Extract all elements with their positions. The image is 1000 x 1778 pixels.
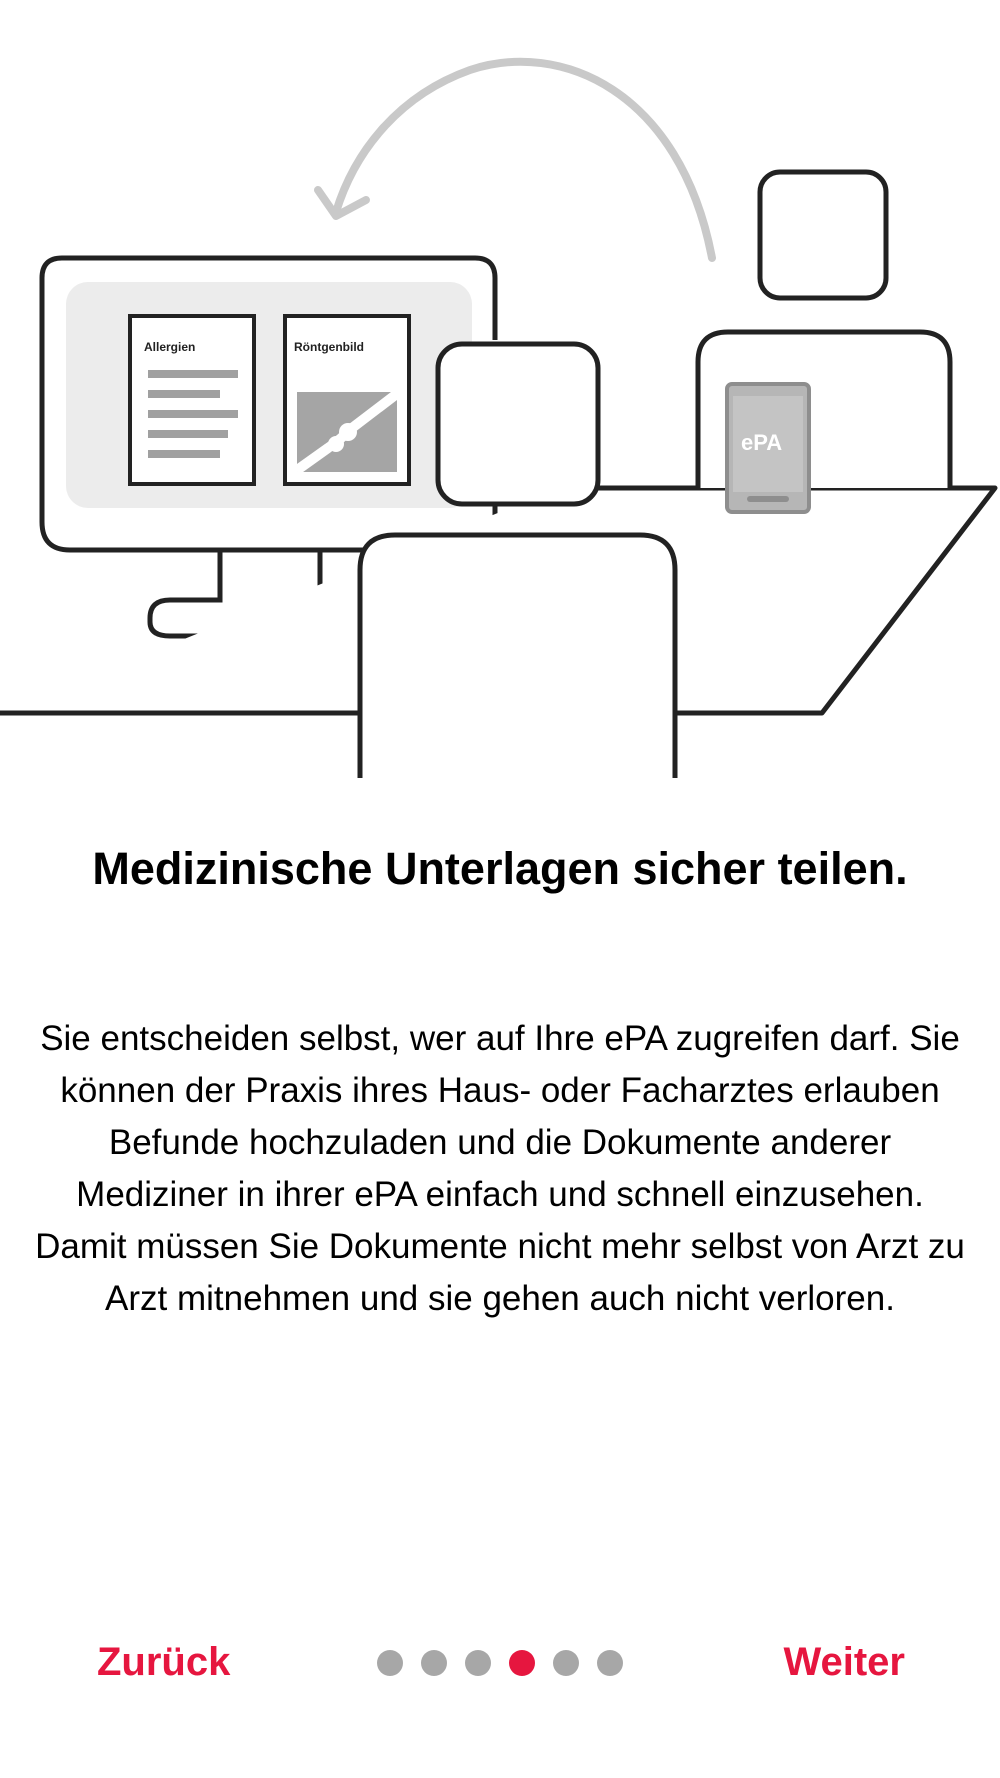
page-dot-6[interactable] xyxy=(597,1650,623,1676)
epa-device-label: ePA xyxy=(741,430,783,455)
back-button[interactable]: Zurück xyxy=(97,1620,230,1704)
page-dot-2[interactable] xyxy=(421,1650,447,1676)
onboarding-footer xyxy=(0,1620,1000,1704)
document-allergies-title: Allergien xyxy=(144,340,196,354)
patient-illustration xyxy=(698,172,950,512)
page-dot-1[interactable] xyxy=(377,1650,403,1676)
page-indicator xyxy=(377,1650,623,1676)
page-dot-4[interactable] xyxy=(509,1650,535,1676)
page-dot-3[interactable] xyxy=(465,1650,491,1676)
page-title: Medizinische Unterlagen sicher teilen. xyxy=(92,843,908,894)
page-description: Sie entscheiden selbst, wer auf Ihre ePA zugreifen darf. Sie können der Praxis ihres Haus- oder Facharztes erlauben Befunde hochzuladen und die Dokumente anderer Mediziner in ihrer ePA einfach und schnell einzusehen. Damit müssen Sie Dokumente nicht mehr selbst von Arzt zu Arzt mitnehmen und sie gehen auch nicht verloren. xyxy=(35,1019,965,1318)
share-arrow-icon xyxy=(318,62,712,258)
onboarding-illustration xyxy=(0,0,1000,790)
page-dot-5[interactable] xyxy=(553,1650,579,1676)
next-button[interactable]: Weiter xyxy=(783,1620,905,1704)
document-xray-title: Röntgenbild xyxy=(294,340,364,354)
